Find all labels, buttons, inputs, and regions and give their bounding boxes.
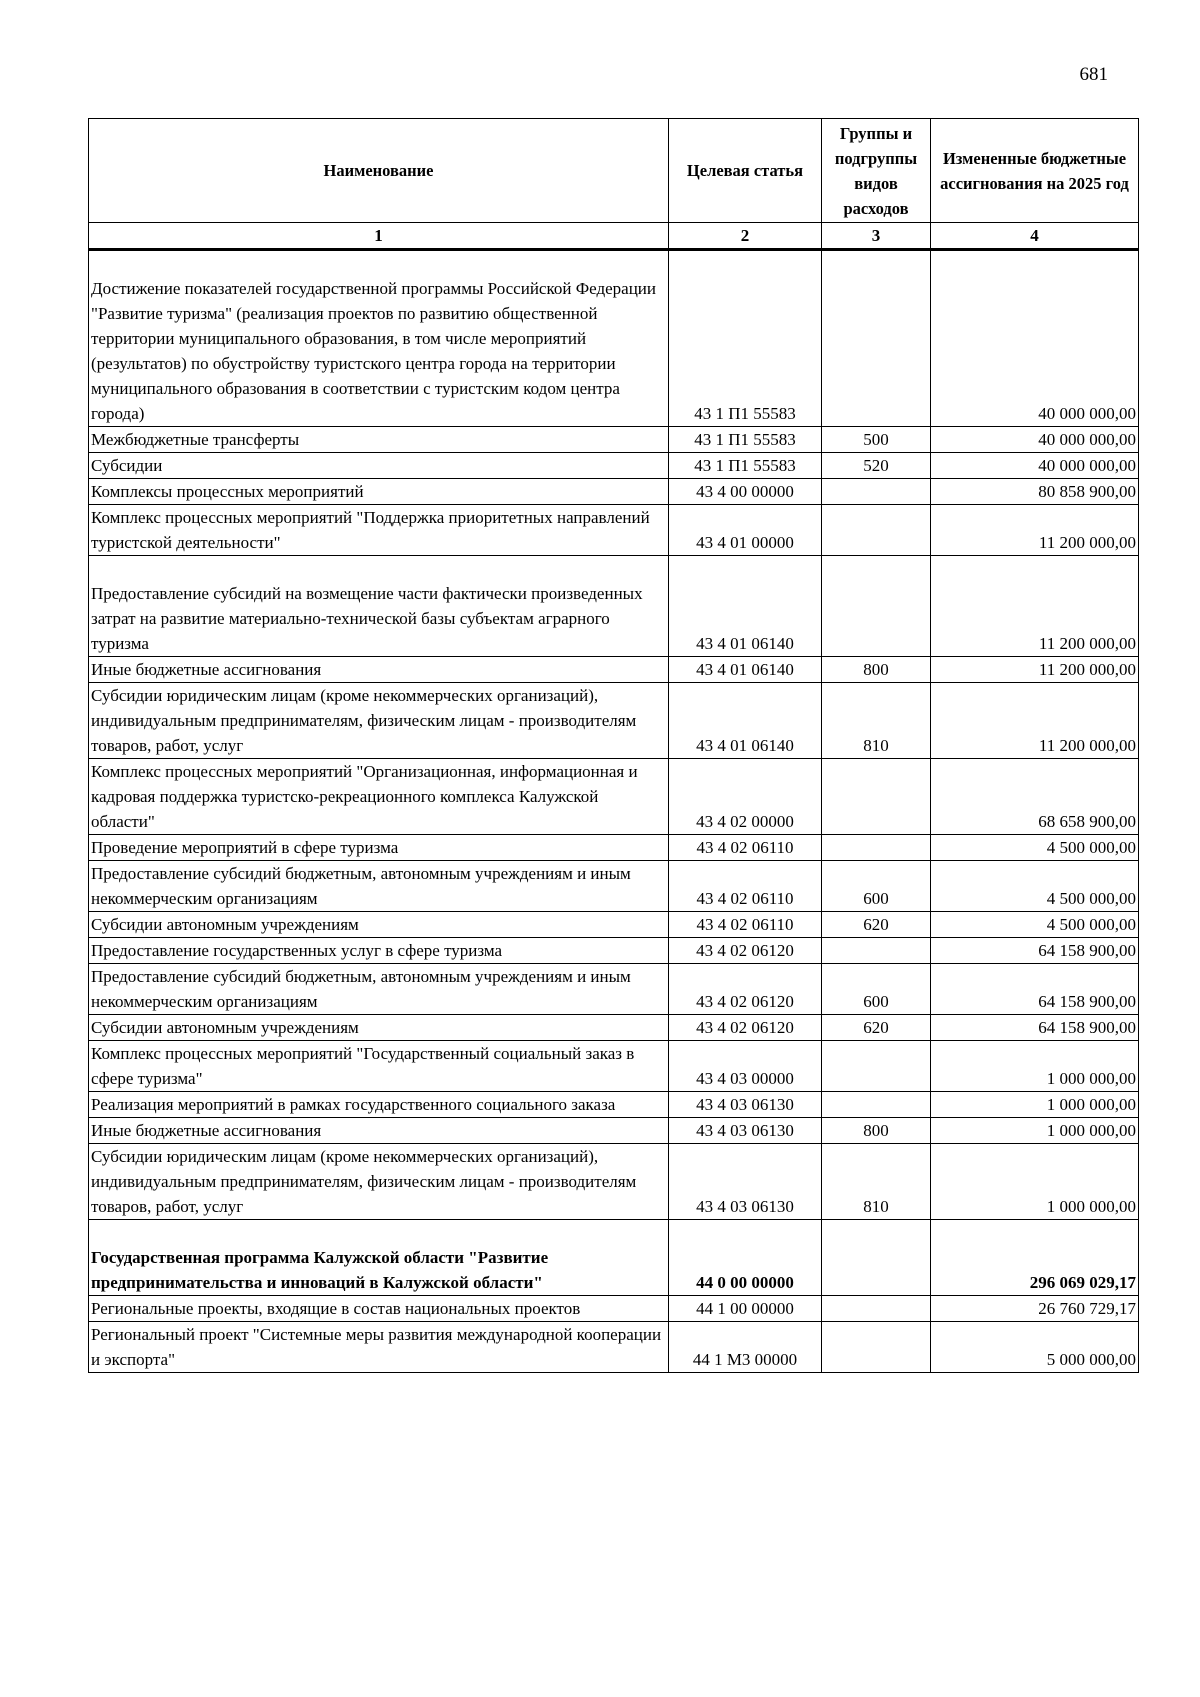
table-row [89,912,1139,938]
row-expense-group: 600 [822,861,931,912]
row-target-code: 43 4 01 06140 [669,683,822,759]
row-target-code: 43 4 03 06130 [669,1092,822,1118]
row-target-code: 43 4 01 00000 [669,505,822,556]
table-row [89,835,1139,861]
row-name: Предоставление субсидий бюджетным, автономным учреждениям и иным некоммерческим организациям [89,964,669,1015]
table-row [89,861,1139,912]
table-header-row [89,119,1139,223]
row-expense-group [822,250,931,427]
row-expense-group [822,759,931,835]
row-target-code: 43 4 02 06110 [669,861,822,912]
header-amount: Измененные бюджетные ассигнования на 2025 год [931,119,1139,223]
row-target-code: 43 1 П1 55583 [669,250,822,427]
row-expense-group: 800 [822,657,931,683]
table-row [89,1296,1139,1322]
row-expense-group: 620 [822,912,931,938]
row-name: Иные бюджетные ассигнования [89,1118,669,1144]
row-expense-group [822,505,931,556]
table-row [89,964,1139,1015]
row-expense-group [822,1041,931,1092]
row-name: Предоставление государственных услуг в сфере туризма [89,938,669,964]
row-amount: 5 000 000,00 [931,1322,1139,1373]
row-amount: 11 200 000,00 [931,556,1139,657]
row-target-code: 43 4 01 06140 [669,556,822,657]
row-amount: 64 158 900,00 [931,1015,1139,1041]
header-groups: Группы и подгруппы видов расходов [822,119,931,223]
table-row [89,759,1139,835]
row-amount: 11 200 000,00 [931,505,1139,556]
row-name: Комплексы процессных мероприятий [89,479,669,505]
row-target-code: 43 4 02 06120 [669,1015,822,1041]
row-name: Субсидии юридическим лицам (кроме некоммерческих организаций), индивидуальным предпринимателям, физическим лицам - производителям товаров, работ, услуг [89,1144,669,1220]
table-row [89,1220,1139,1296]
table-row [89,427,1139,453]
row-name: Субсидии автономным учреждениям [89,1015,669,1041]
table-row [89,1322,1139,1373]
row-expense-group [822,1220,931,1296]
row-amount: 26 760 729,17 [931,1296,1139,1322]
row-target-code: 43 4 02 06110 [669,835,822,861]
row-name: Субсидии юридическим лицам (кроме некоммерческих организаций), индивидуальным предпринимателям, физическим лицам - производителям товаров, работ, услуг [89,683,669,759]
row-expense-group: 600 [822,964,931,1015]
row-target-code: 43 4 02 06110 [669,912,822,938]
table-row [89,250,1139,427]
row-expense-group [822,938,931,964]
table-row [89,683,1139,759]
row-name: Региональные проекты, входящие в состав национальных проектов [89,1296,669,1322]
row-expense-group [822,1322,931,1373]
row-expense-group: 500 [822,427,931,453]
row-target-code: 43 4 00 00000 [669,479,822,505]
row-target-code: 43 4 02 06120 [669,964,822,1015]
column-number: 3 [822,223,931,250]
table-row [89,1015,1139,1041]
row-name: Региональный проект "Системные меры развития международной кооперации и экспорта" [89,1322,669,1373]
table-row [89,556,1139,657]
row-expense-group [822,479,931,505]
page-number: 681 [1079,64,1108,85]
row-expense-group [822,1296,931,1322]
table-row [89,1041,1139,1092]
row-name: Субсидии [89,453,669,479]
row-name: Субсидии автономным учреждениям [89,912,669,938]
row-expense-group: 520 [822,453,931,479]
row-name: Реализация мероприятий в рамках государственного социального заказа [89,1092,669,1118]
row-target-code: 43 1 П1 55583 [669,427,822,453]
row-amount: 40 000 000,00 [931,250,1139,427]
row-name: Достижение показателей государственной программы Российской Федерации "Развитие туризма" (реализация проектов по развитию общественной территории муниципального образования, в том числе мероприятий (результатов) по обустройству туристского центра города на территории муниципального образования в соответствии с туристским кодом центра города) [89,250,669,427]
row-amount: 296 069 029,17 [931,1220,1139,1296]
table-row [89,453,1139,479]
row-expense-group [822,556,931,657]
column-number-row [89,223,1139,250]
row-name: Межбюджетные трансферты [89,427,669,453]
row-amount: 4 500 000,00 [931,861,1139,912]
row-amount: 4 500 000,00 [931,912,1139,938]
row-target-code: 43 4 02 06120 [669,938,822,964]
header-target: Целевая статья [669,119,822,223]
row-name: Предоставление субсидий на возмещение части фактически произведенных затрат на развитие материально-технической базы субъектам аграрного туризма [89,556,669,657]
row-amount: 64 158 900,00 [931,938,1139,964]
row-expense-group: 810 [822,683,931,759]
table-row [89,1118,1139,1144]
header-name: Наименование [89,119,669,223]
row-expense-group: 620 [822,1015,931,1041]
row-target-code: 43 4 03 06130 [669,1118,822,1144]
column-number: 4 [931,223,1139,250]
row-amount: 11 200 000,00 [931,657,1139,683]
table-row [89,505,1139,556]
row-name: Предоставление субсидий бюджетным, автономным учреждениям и иным некоммерческим организациям [89,861,669,912]
row-amount: 64 158 900,00 [931,964,1139,1015]
row-expense-group [822,835,931,861]
row-expense-group: 810 [822,1144,931,1220]
column-number: 1 [89,223,669,250]
budget-table [88,118,1139,1373]
row-target-code: 43 4 02 00000 [669,759,822,835]
row-target-code: 43 4 03 00000 [669,1041,822,1092]
row-target-code: 43 1 П1 55583 [669,453,822,479]
table-row [89,938,1139,964]
row-name: Проведение мероприятий в сфере туризма [89,835,669,861]
row-name: Государственная программа Калужской области "Развитие предпринимательства и инноваций в Калужской области" [89,1220,669,1296]
table-row [89,1092,1139,1118]
row-amount: 40 000 000,00 [931,453,1139,479]
row-target-code: 43 4 03 06130 [669,1144,822,1220]
column-number: 2 [669,223,822,250]
table-row [89,657,1139,683]
row-target-code: 44 0 00 00000 [669,1220,822,1296]
row-name: Комплекс процессных мероприятий "Поддержка приоритетных направлений туристской деятельности" [89,505,669,556]
row-name: Иные бюджетные ассигнования [89,657,669,683]
row-amount: 80 858 900,00 [931,479,1139,505]
row-amount: 68 658 900,00 [931,759,1139,835]
row-name: Комплекс процессных мероприятий "Государственный социальный заказ в сфере туризма" [89,1041,669,1092]
row-target-code: 44 1 М3 00000 [669,1322,822,1373]
row-target-code: 44 1 00 00000 [669,1296,822,1322]
row-amount: 4 500 000,00 [931,835,1139,861]
table-row [89,1144,1139,1220]
row-amount: 1 000 000,00 [931,1092,1139,1118]
row-amount: 40 000 000,00 [931,427,1139,453]
table-row [89,479,1139,505]
row-expense-group: 800 [822,1118,931,1144]
row-name: Комплекс процессных мероприятий "Организационная, информационная и кадровая поддержка туристско-рекреационного комплекса Калужской области" [89,759,669,835]
row-expense-group [822,1092,931,1118]
row-amount: 1 000 000,00 [931,1144,1139,1220]
row-amount: 11 200 000,00 [931,683,1139,759]
row-amount: 1 000 000,00 [931,1118,1139,1144]
row-amount: 1 000 000,00 [931,1041,1139,1092]
row-target-code: 43 4 01 06140 [669,657,822,683]
